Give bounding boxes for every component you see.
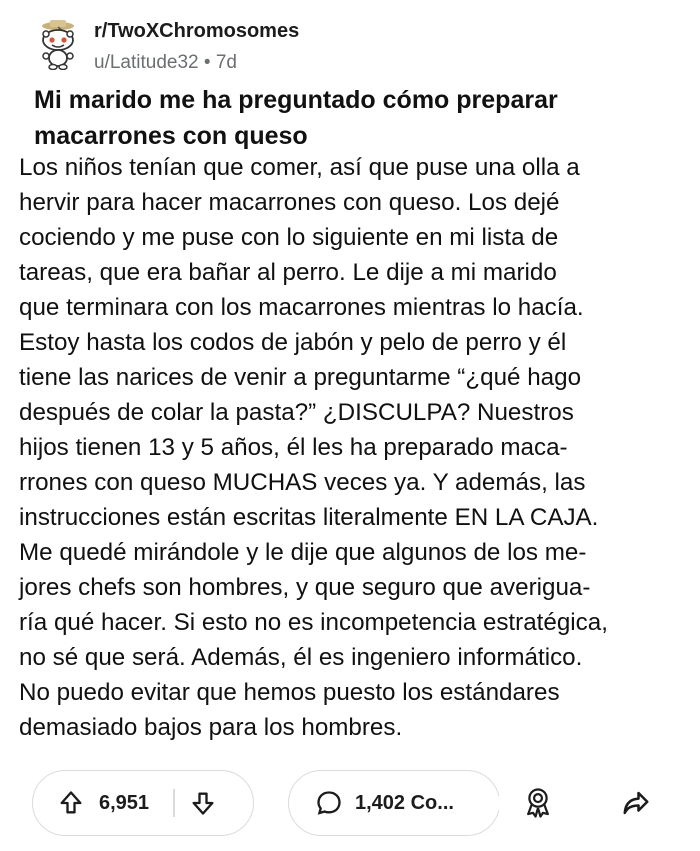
post-action-bar [32, 770, 672, 838]
body-line: ría qué hacer. Si esto no es incompetencia estratégica, [19, 609, 608, 636]
body-line: hervir para hacer macarrones con queso. Los dejé [19, 189, 560, 216]
author-name[interactable]: u/Latitude32 [94, 52, 199, 73]
upvote-arrow-icon [57, 789, 85, 817]
vote-control [32, 770, 254, 836]
body-line: no sé que será. Además, él es ingeniero informático. [19, 644, 583, 671]
body-line: demasiado bajos para los hombres. [19, 714, 403, 741]
title-line: Mi marido me ha preguntado cómo preparar [34, 86, 558, 114]
body-line: después de colar la pasta?” ¿DISCULPA? Nuestros [19, 399, 574, 426]
comment-bubble-icon [315, 789, 343, 817]
post-age: 7d [215, 52, 237, 73]
award-button[interactable] [498, 770, 578, 836]
meta-separator: • [203, 52, 211, 73]
post-meta [94, 52, 237, 74]
body-line: jores chefs son hombres, y que seguro que averigua- [19, 574, 591, 601]
body-line: Estoy hasta los codos de jabón y pelo de perro y él [19, 329, 567, 356]
post-body [19, 150, 689, 745]
downvote-button[interactable] [189, 789, 217, 817]
upvote-count: 6,951 [99, 791, 150, 814]
downvote-arrow-icon [189, 789, 217, 817]
body-line: que terminara con los macarrones mientras lo hacía. [19, 294, 584, 321]
comment-count: 1,402 Co... [355, 791, 454, 814]
body-line: hijos tienen 13 y 5 años, él les ha preparado maca- [19, 434, 568, 461]
subreddit-name[interactable]: r/TwoXChromosomes [94, 20, 300, 42]
vote-divider [173, 789, 175, 817]
title-line: macarrones con queso [34, 122, 308, 150]
share-arrow-icon [621, 788, 651, 818]
share-button[interactable] [596, 770, 676, 836]
body-line: cociendo y me puse con lo siguiente en mi lista de [19, 224, 559, 251]
body-line: tareas, que era bañar al perro. Le dije a mi marido [19, 259, 557, 286]
body-line: tiene las narices de venir a preguntarme “¿qué hago [19, 364, 582, 391]
body-line: instrucciones están escritas literalmente EN LA CAJA. [19, 504, 599, 531]
comments-button[interactable] [288, 770, 500, 836]
upvote-button[interactable] [57, 789, 85, 817]
post-header [34, 14, 674, 74]
body-line: Los niños tenían que comer, así que puse una olla a [19, 154, 580, 181]
post-title[interactable] [34, 82, 674, 154]
body-line: Me quedé mirándole y le dije que algunos de los me- [19, 539, 587, 566]
award-icon [523, 787, 553, 819]
subreddit-avatar-icon[interactable] [34, 18, 82, 70]
body-line: rrones con queso MUCHAS veces ya. Y además, las [19, 469, 586, 496]
body-line: No puedo evitar que hemos puesto los estándares [19, 679, 560, 706]
